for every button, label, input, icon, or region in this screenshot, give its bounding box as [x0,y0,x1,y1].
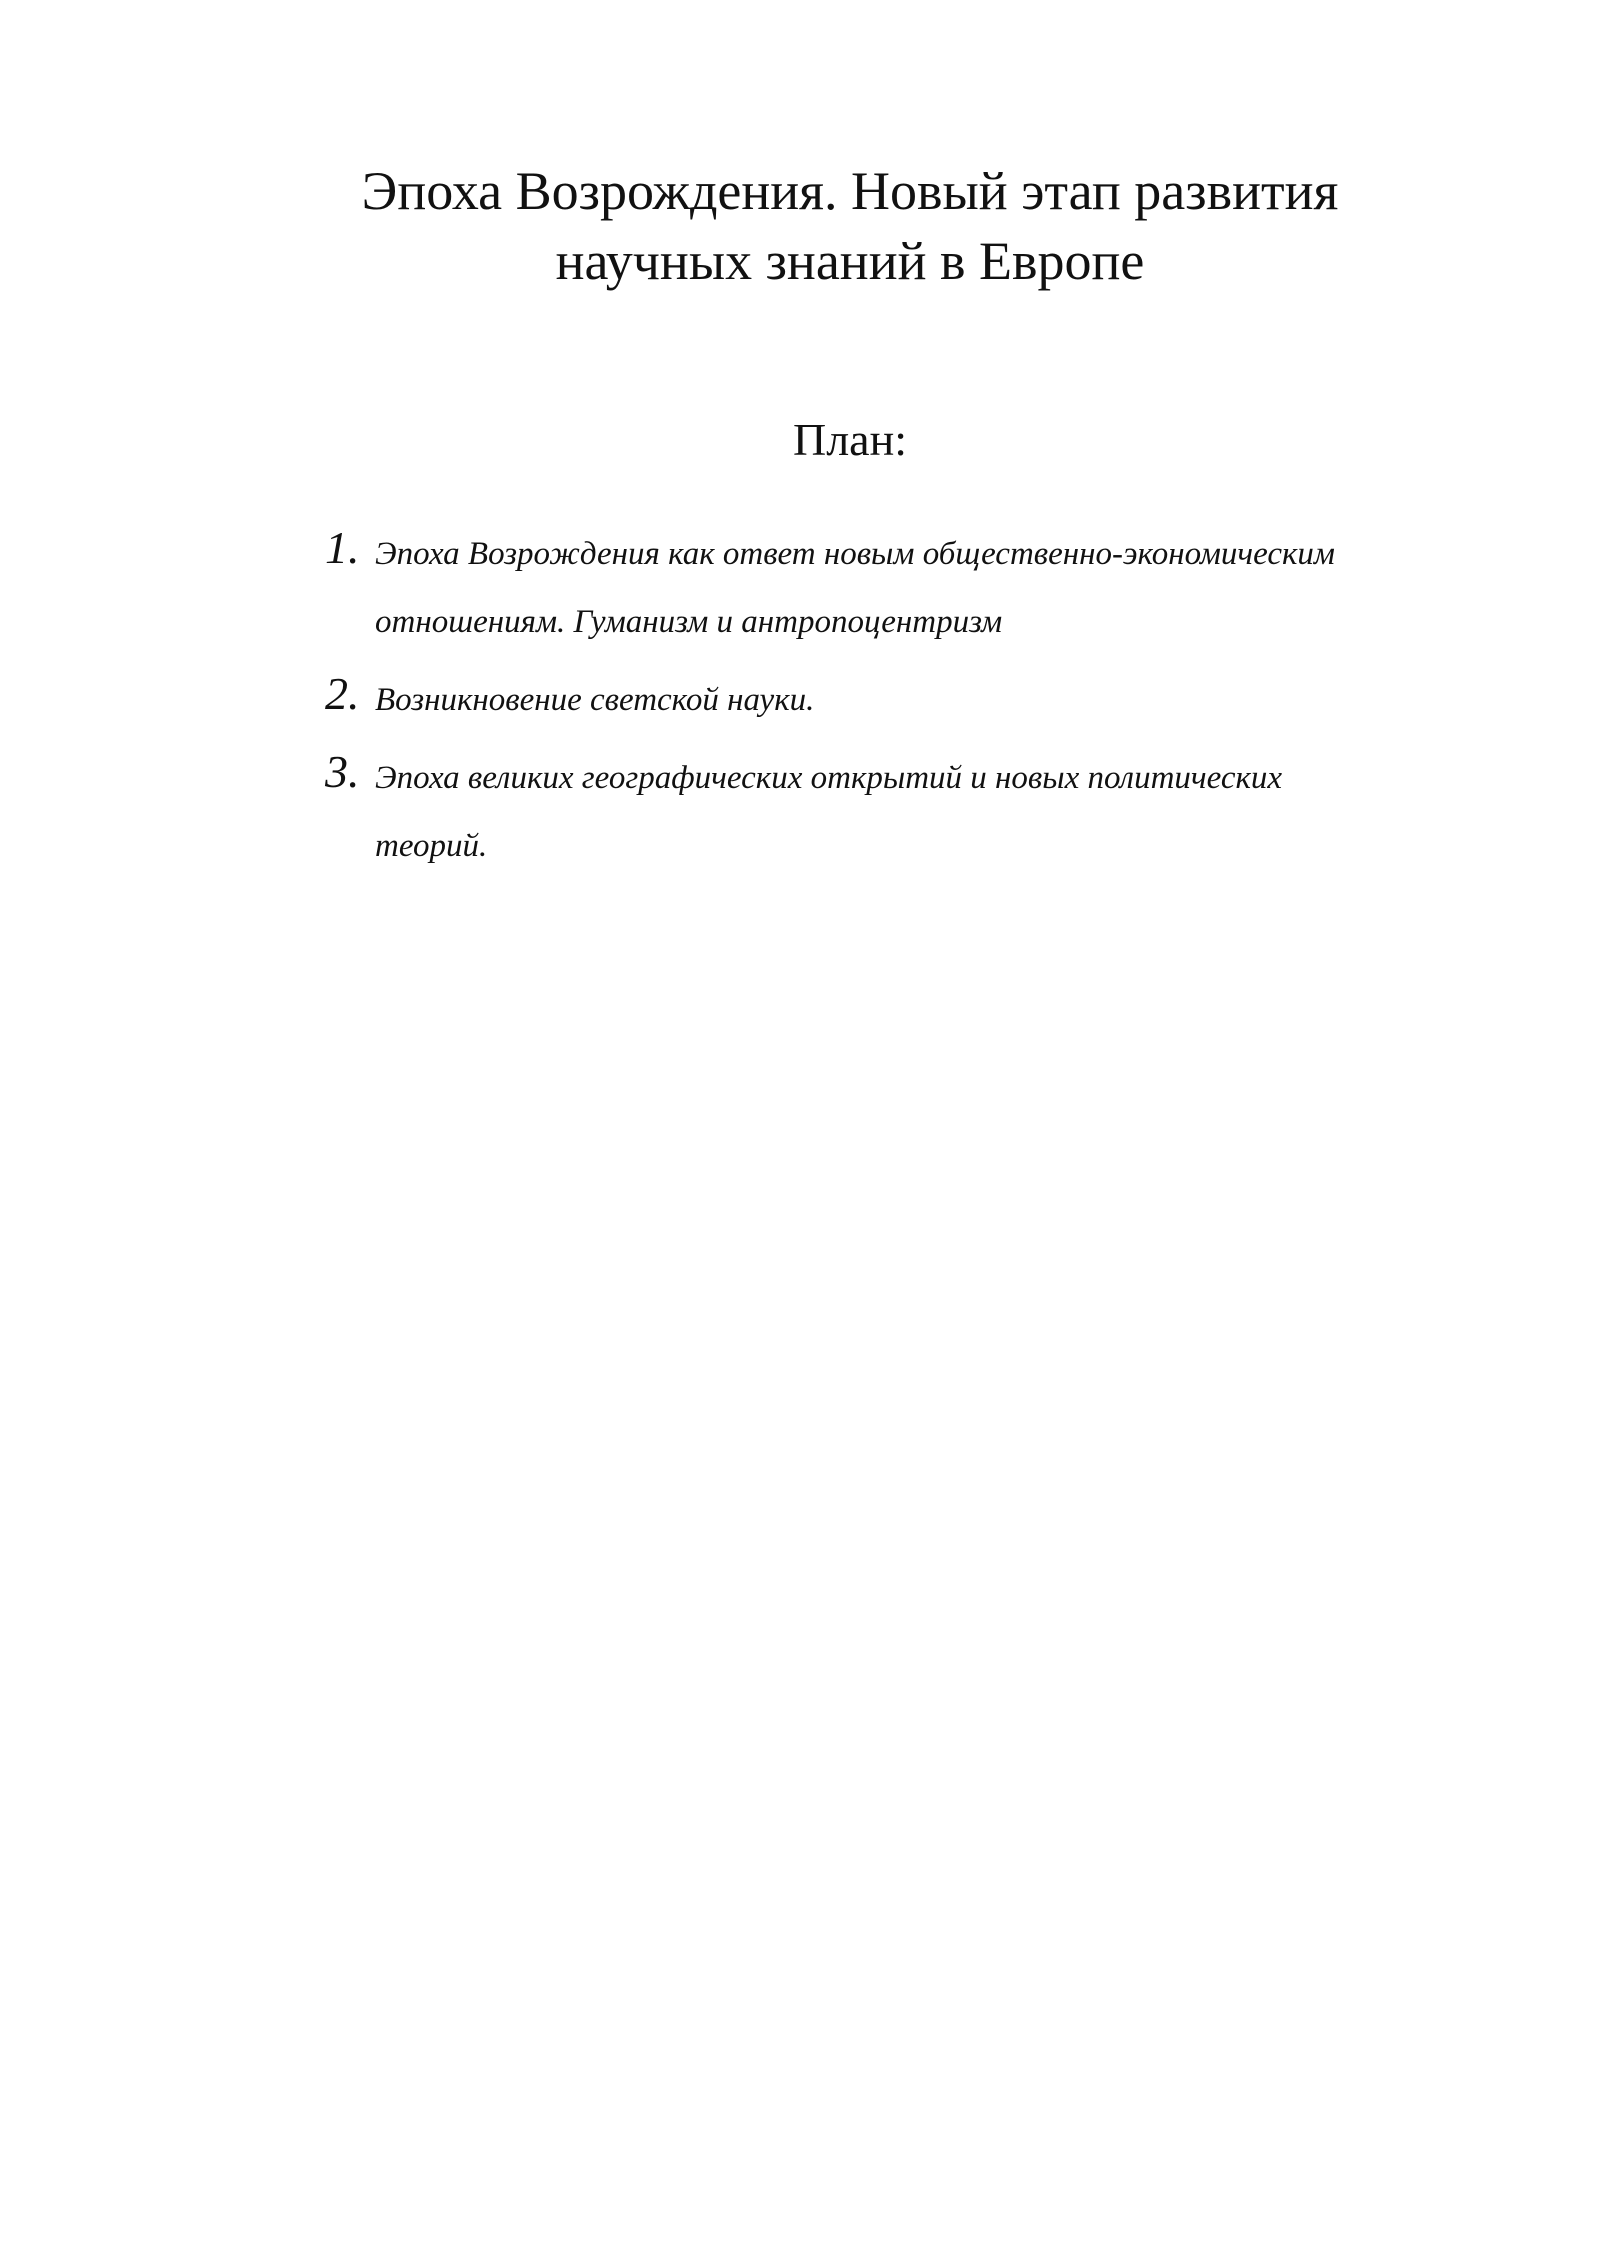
plan-item-line: Эпоха великих географических открытий и новых политических [375,760,1283,796]
plan-item-number: 2. [325,668,360,719]
plan-item-line: Эпоха Возрождения как ответ новым общественно-экономическим [375,536,1335,572]
page-title [290,156,1410,296]
plan-item-number: 3. [325,746,360,797]
plan-item-1 [325,520,1525,656]
title-line-1: Эпоха Возрождения. Новый этап развития [361,161,1339,221]
plan-item-line: теорий. [375,828,488,864]
plan-item-text [375,666,1525,734]
plan-item-line: отношениям. Гуманизм и антропоцентризм [375,604,1003,640]
plan-heading: План: [793,414,907,465]
plan-item-line: Возникновение светской науки. [375,682,815,718]
title-line-2: научных знаний в Европе [555,231,1145,291]
plan-item-3 [325,744,1525,880]
plan-item-number: 1. [325,522,360,573]
plan-item-text [375,520,1525,656]
plan-item-2 [325,666,1525,734]
plan-list [325,520,1525,880]
plan-item-text [375,744,1525,880]
